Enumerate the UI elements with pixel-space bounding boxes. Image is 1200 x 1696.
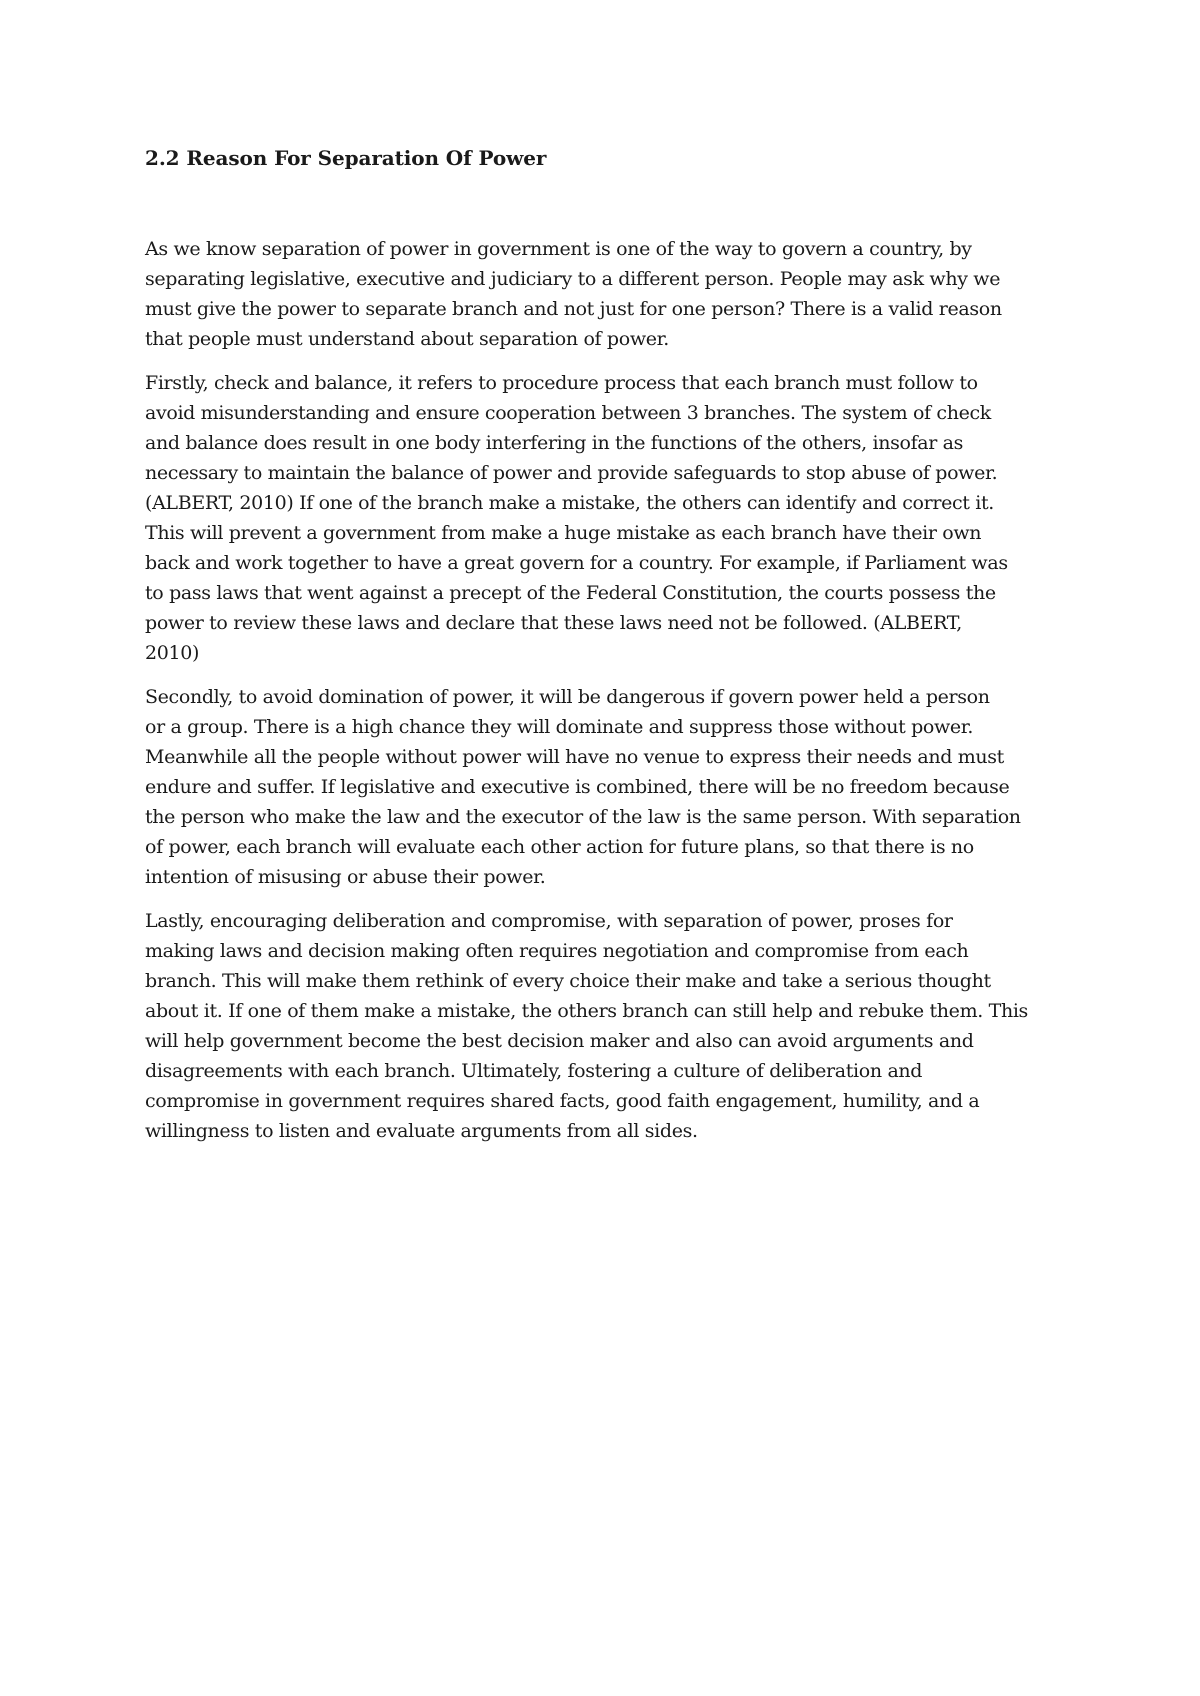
paragraph-deliberation: Lastly, encouraging deliberation and compromise, with separation of power, proses for making laws and decision making often requires negotiation and compromise from each branch. This will make them rethink of every choice their make and take a serious thought about it. If one of them make a mistake, the others branch can still help and rebuke them. This will help government become the best decision maker and also can avoid arguments and disagreements with each branch. Ultimately, fostering a culture of deliberation and compromise in government requires shared facts, good faith engagement, humility, and a willingness to listen and evaluate arguments from all sides. bbox=[145, 910, 1028, 1142]
paragraph-avoid-domination: Secondly, to avoid domination of power, it will be dangerous if govern power held a person or a group. There is a high chance they will dominate and suppress those without power. Meanwhile all the people without power will have no venue to express their needs and must endure and suffer. If legislative and executive is combined, there will be no freedom because the person who make the law and the executor of the law is the same person. With separation of power, each branch will evaluate each other action for future plans, so that there is no intention of misusing or abuse their power. bbox=[145, 686, 1021, 888]
section-heading: 2.2 Reason For Separation Of Power bbox=[145, 146, 547, 170]
paragraph-intro: As we know separation of power in government is one of the way to govern a country, by separating legislative, executive and judiciary to a different person. People may ask why we must give the power to separate branch and not just for one person? There is a valid reason that people must understand about separation of power. bbox=[145, 238, 1002, 350]
paragraph-check-and-balance: Firstly, check and balance, it refers to procedure process that each branch must follow to avoid misunderstanding and ensure cooperation between 3 branches. The system of check and balance does result in one body interfering in the functions of the others, insofar as necessary to maintain the balance of power and provide safeguards to stop abuse of power. (ALBERT, 2010) If one of the branch make a mistake, the others can identify and correct it. This will prevent a government from make a huge mistake as each branch have their own back and work together to have a great govern for a country. For example, if Parliament was to pass laws that went against a precept of the Federal Constitution, the courts possess the power to review these laws and declare that these laws need not be followed. (ALBERT, 2010) bbox=[145, 372, 1008, 664]
document-body bbox=[145, 144, 1075, 1160]
